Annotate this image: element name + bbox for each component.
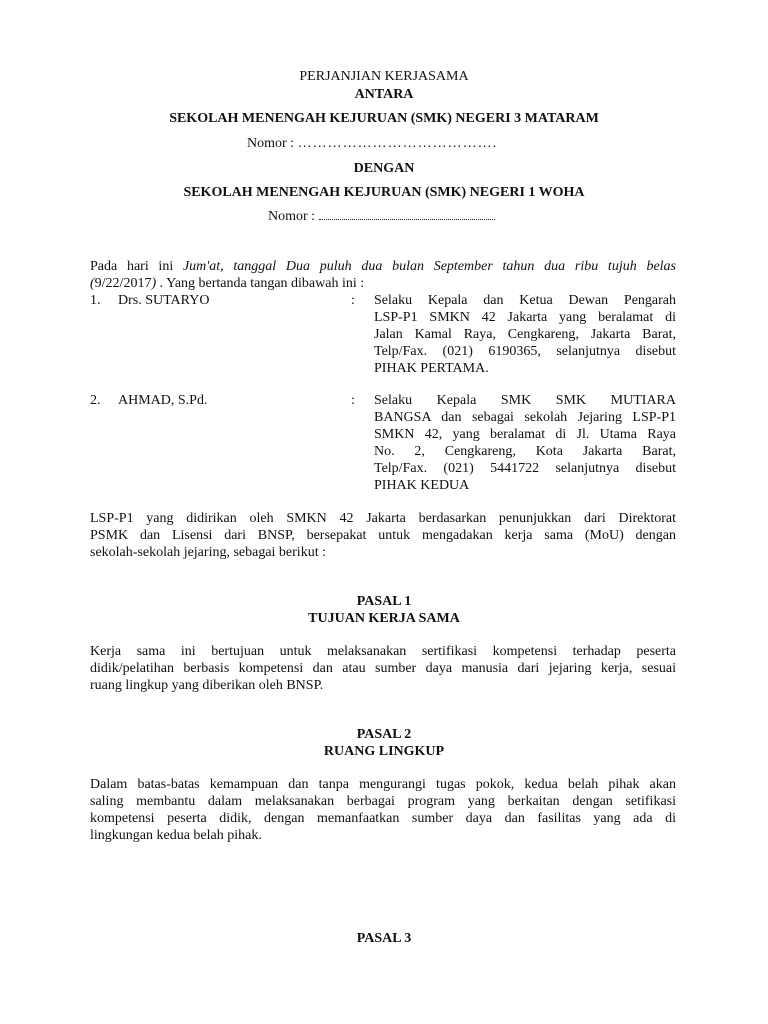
party-2-colon: :: [351, 393, 355, 408]
party-2-desc-line: No. 2, Cengkareng, Kota Jakarta Barat,: [374, 444, 676, 459]
party-1-desc-line: Jalan Kamal Raya, Cengkareng, Jakarta Barat,: [374, 327, 676, 342]
preamble-line: sekolah-sekolah jejaring, sebagai berikut :: [90, 545, 326, 560]
party-1-desc-line: Selaku Kepala dan Ketua Dewan Pengarah: [374, 293, 676, 308]
nomor-1-label: Nomor :: [247, 136, 295, 151]
party-2-desc-line: PIHAK KEDUA: [374, 478, 470, 493]
intro-prefix: Pada hari ini: [90, 259, 183, 274]
party-1-desc-line: Telp/Fax. (021) 6190365, selanjutnya disebut: [374, 344, 676, 359]
pasal-1-line: ruang lingkup yang diberikan oleh BNSP.: [90, 678, 324, 693]
pasal-2-title: RUANG LINGKUP: [323, 744, 445, 759]
pasal-2-line: kompetensi peserta didik, dengan memanfaatkan sumber daya dan fasilitas yang ada di: [90, 811, 676, 826]
pasal-1-line: Kerja sama ini bertujuan untuk melaksanakan sertifikasi kompetensi terhadap peserta: [90, 644, 676, 659]
party-2-desc-line: BANGSA dan sebagai sekolah Jejaring LSP-P1: [374, 410, 676, 425]
pasal-1-title: TUJUAN KERJA SAMA: [308, 611, 460, 626]
nomor-2-label: Nomor :: [268, 209, 316, 224]
nomor-2-line: [268, 208, 495, 225]
party-1-desc-line: LSP-P1 SMKN 42 Jakarta yang beralamat di: [374, 310, 676, 325]
intro-date-numeric: 9/22/2017: [94, 276, 152, 291]
nomor-2-dotted-line: [319, 209, 495, 220]
nomor-1-line: [247, 135, 497, 152]
document-title: PERJANJIAN KERJASAMA: [299, 69, 469, 84]
party-1-number: 1.: [90, 293, 101, 308]
intro-paren-close: ): [151, 276, 157, 291]
intro-rest: . Yang bertanda tangan dibawah ini :: [156, 276, 365, 291]
preamble-line: LSP-P1 yang didirikan oleh SMKN 42 Jakarta berdasarkan penunjukkan dari Direktorat: [90, 511, 676, 526]
pasal-2-line: lingkungan kedua belah pihak.: [90, 828, 262, 843]
intro-date-text: Jum'at, tanggal Dua puluh dua bulan September tahun dua ribu tujuh belas: [182, 259, 676, 274]
pasal-2-line: saling membantu dalam melaksanakan berbagai program yang berkaitan dengan setifikasi: [90, 794, 676, 809]
party-1-name: Drs. SUTARYO: [118, 293, 210, 308]
pasal-1-line: didik/pelatihan berbasis kompetensi dan atau sumber daya manusia dari jejaring kerja, sesuai: [90, 661, 676, 676]
party-2-desc-line: Selaku Kepala SMK SMK MUTIARA: [374, 393, 676, 408]
pasal-2-line: Dalam batas-batas kemampuan dan tanpa mengurangi tugas pokok, kedua belah pihak akan: [90, 777, 676, 792]
dengan-label: DENGAN: [353, 161, 415, 176]
pasal-3-heading: PASAL 3: [356, 931, 412, 946]
party-2-number: 2.: [90, 393, 101, 408]
intro-line-1: [90, 258, 676, 275]
pasal-2-heading: PASAL 2: [356, 727, 412, 742]
party-2-desc-line: Telp/Fax. (021) 5441722 selanjutnya disebut: [374, 461, 676, 476]
intro-paren-open: (: [90, 276, 95, 291]
party-2-name: AHMAD, S.Pd.: [118, 393, 208, 408]
preamble-line: PSMK dan Lisensi dari BNSP, bersepakat untuk mengadakan kerja sama (MoU) dengan: [90, 528, 676, 543]
party-1-desc-line: PIHAK PERTAMA.: [374, 361, 489, 376]
antara-label: ANTARA: [354, 87, 414, 102]
nomor-1-dots: ………………………………….: [297, 136, 498, 151]
school-1-name: SEKOLAH MENENGAH KEJURUAN (SMK) NEGERI 3 MATARAM: [169, 111, 599, 126]
school-2-name: SEKOLAH MENENGAH KEJURUAN (SMK) NEGERI 1 WOHA: [183, 185, 585, 200]
pasal-1-heading: PASAL 1: [356, 594, 412, 609]
intro-line-2: [90, 275, 364, 292]
party-1-colon: :: [351, 293, 355, 308]
party-2-desc-line: SMKN 42, yang beralamat di Jl. Utama Raya: [374, 427, 676, 442]
